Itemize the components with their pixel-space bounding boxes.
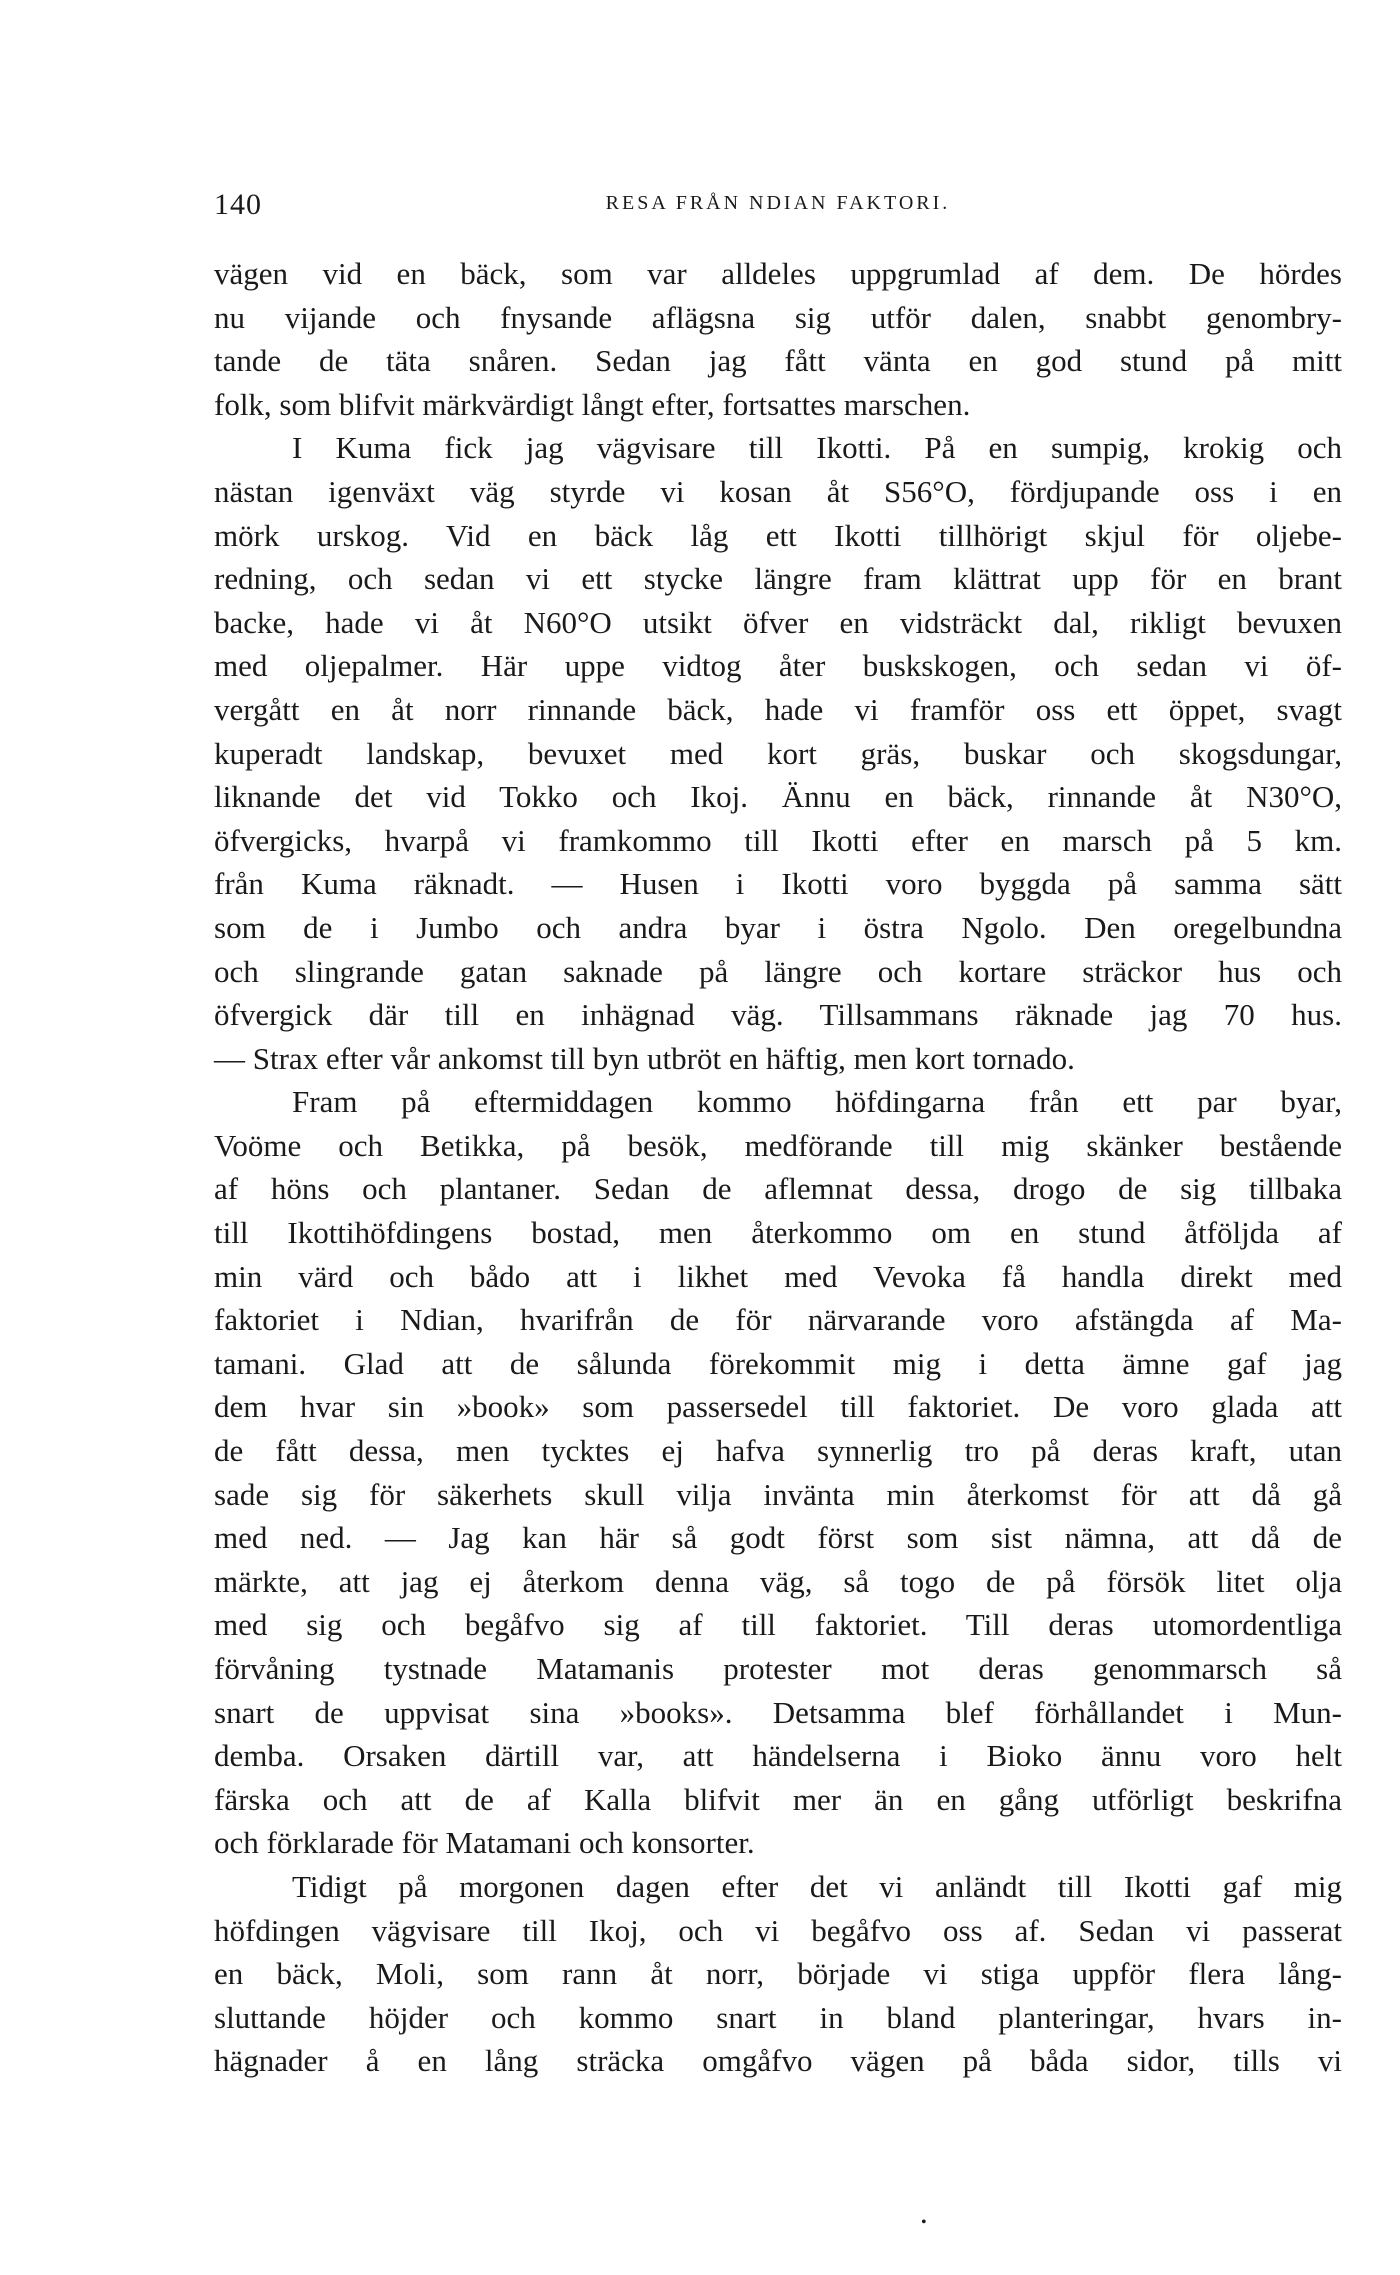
text-line: nästan igenväxt väg styrde vi kosan åt S56°O, fördjupande oss i en (214, 473, 1342, 509)
text-line: vergått en åt norr rinnande bäck, hade vi framför oss ett öppet, svagt (214, 691, 1342, 727)
text-line: min värd och bådo att i likhet med Vevoka få handla direkt med (214, 1258, 1342, 1294)
text-line: faktoriet i Ndian, hvarifrån de för närvarande voro afstängda af Ma- (214, 1302, 1342, 1338)
text-line: med oljepalmer. Här uppe vidtog åter buskskogen, och sedan vi öf- (214, 648, 1342, 684)
text-line: tande de täta snåren. Sedan jag fått vänta en god stund på mitt (214, 343, 1342, 379)
text-line: redning, och sedan vi ett stycke längre fram klättrat upp för en brant (214, 561, 1342, 597)
text-line: I Kuma fick jag vägvisare till Ikotti. På en sumpig, krokig och (292, 430, 1342, 466)
text-line: sade sig för säkerhets skull vilja invänta min återkomst för att då gå (214, 1476, 1342, 1512)
text-line: Voöme och Betikka, på besök, medförande till mig skänker bestående (214, 1127, 1342, 1163)
text-line: en bäck, Moli, som rann åt norr, började vi stiga uppför flera lång- (214, 1956, 1342, 1992)
text-line: till Ikottihöfdingens bostad, men återkommo om en stund åtföljda af (214, 1215, 1342, 1251)
text-line: af höns och plantaner. Sedan de aflemnat dessa, drogo de sig tillbaka (214, 1171, 1342, 1207)
text-line: kuperadt landskap, bevuxet med kort gräs, buskar och skogsdungar, (214, 735, 1342, 771)
text-line: Fram på eftermiddagen kommo höfdingarna från ett par byar, (292, 1084, 1342, 1120)
page-mark: • (921, 2214, 927, 2231)
text-line: och slingrande gatan saknade på längre och kortare sträckor hus och (214, 953, 1342, 989)
text-line: med ned. — Jag kan här så godt först som sist nämna, att då de (214, 1520, 1342, 1556)
text-line: vägen vid en bäck, som var alldeles uppgrumlad af dem. De hördes (214, 256, 1342, 291)
page-number: 140 (214, 188, 262, 221)
text-line: som de i Jumbo och andra byar i östra Ngolo. Den oregelbundna (214, 909, 1342, 945)
text-line: höfdingen vägvisare till Ikoj, och vi begåfvo oss af. Sedan vi passerat (214, 1912, 1342, 1948)
text-line: folk, som blifvit märkvärdigt långt efter, fortsattes marschen. (214, 386, 971, 422)
text-line: öfvergick där till en inhägnad väg. Tillsammans räknade jag 70 hus. (214, 997, 1342, 1033)
text-line: demba. Orsaken därtill var, att händelserna i Bioko ännu voro helt (214, 1738, 1342, 1774)
text-line: snart de uppvisat sina »books». Detsamma blef förhållandet i Mun- (214, 1694, 1342, 1730)
running-head: RESA FRÅN NDIAN FAKTORI. (605, 192, 951, 214)
text-line: dem hvar sin »book» som passersedel till faktoriet. De voro glada att (214, 1389, 1342, 1425)
text-line: tamani. Glad att de sålunda förekommit mig i detta ämne gaf jag (214, 1345, 1342, 1381)
text-line: de fått dessa, men tycktes ej hafva synnerlig tro på deras kraft, utan (214, 1433, 1342, 1469)
text-line: och förklarade för Matamani och konsorter. (214, 1825, 755, 1861)
text-line: förvåning tystnade Matamanis protester mot deras genommarsch så (214, 1651, 1342, 1686)
body-text (214, 252, 1342, 2083)
text-line: Tidigt på morgonen dagen efter det vi anländt till Ikotti gaf mig (292, 1868, 1342, 1904)
text-line: öfvergicks, hvarpå vi framkommo till Ikotti efter en marsch på 5 km. (214, 822, 1342, 858)
text-line: med sig och begåfvo sig af till faktoriet. Till deras utomordentliga (214, 1607, 1342, 1643)
text-line: märkte, att jag ej återkom denna väg, så togo de på försök litet olja (214, 1563, 1342, 1599)
text-line: sluttande höjder och kommo snart in bland planteringar, hvars in- (214, 1999, 1342, 2035)
text-line: backe, hade vi åt N60°O utsikt öfver en vidsträckt dal, rikligt bevuxen (214, 604, 1342, 640)
text-line: från Kuma räknadt. — Husen i Ikotti voro byggda på samma sätt (214, 866, 1342, 902)
page-header (214, 188, 1342, 228)
text-line: hägnader å en lång sträcka omgåfvo vägen på båda sidor, tills vi (214, 2043, 1342, 2079)
text-line: mörk urskog. Vid en bäck låg ett Ikotti tillhörigt skjul för oljebe- (214, 517, 1342, 553)
text-line: — Strax efter vår ankomst till byn utbröt en häftig, men kort tornado. (214, 1040, 1075, 1076)
text-line: nu vijande och fnysande aflägsna sig utför dalen, snabbt genombry- (214, 299, 1342, 335)
text-line: färska och att de af Kalla blifvit mer än en gång utförligt beskrifna (214, 1781, 1342, 1817)
text-line: liknande det vid Tokko och Ikoj. Ännu en bäck, rinnande åt N30°O, (214, 779, 1342, 815)
